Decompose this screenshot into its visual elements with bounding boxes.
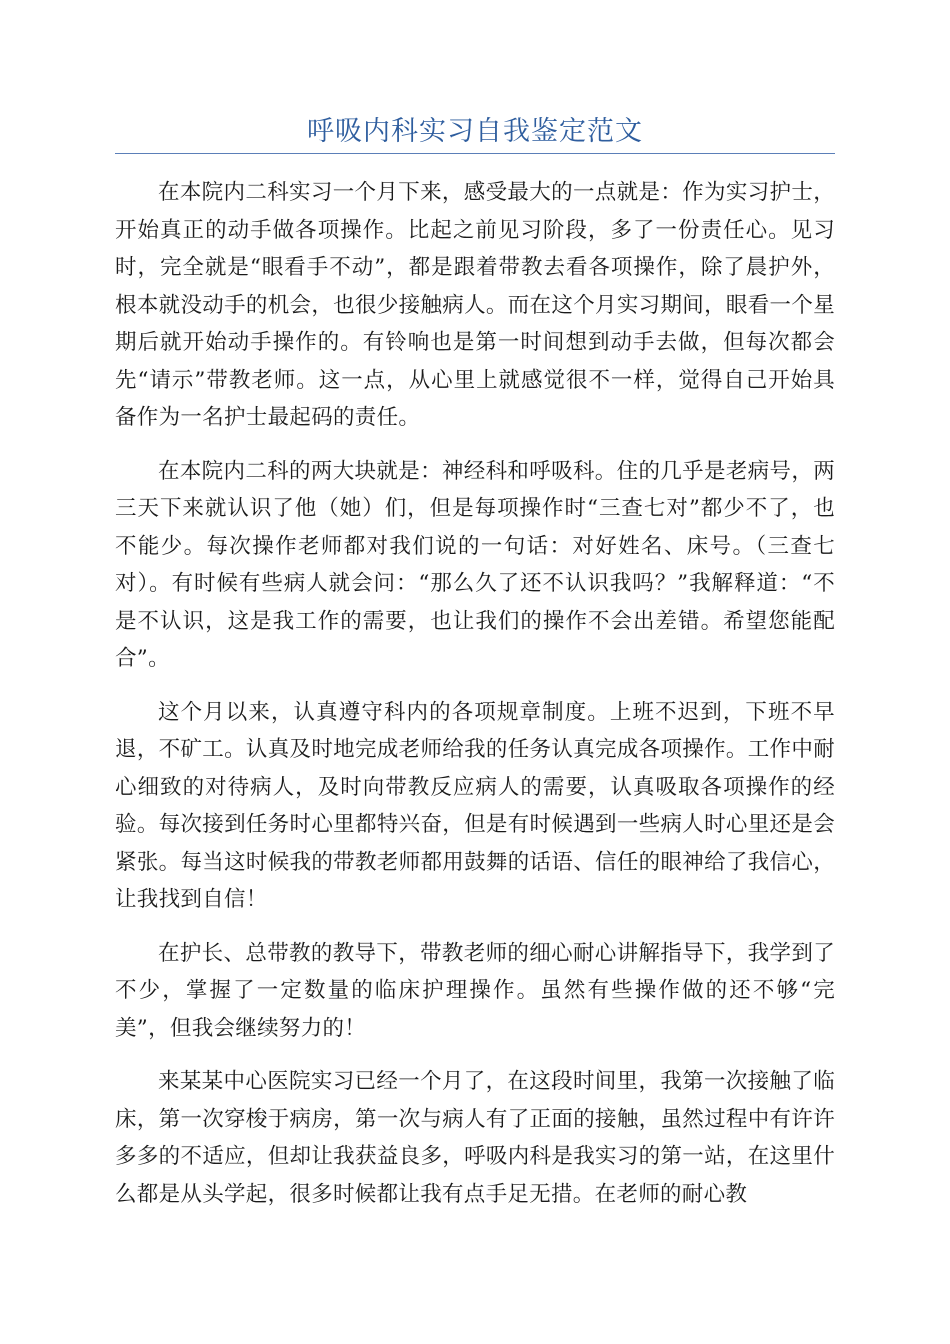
document-body [115, 174, 835, 1229]
paragraph-2: 在本院内二科的两大块就是：神经科和呼吸科。住的几乎是老病号，两三天下来就认识了他（她）们，但是每项操作时“三查七对”都少不了，也不能少。每次操作老师都对我们说的一句话：对好姓名、床号。（三查七对）。有时候有些病人就会问：“那么久了还不认识我吗？”我解释道：“不是不认识，这是我工作的需要，也让我们的操作不会出差错。希望您能配合”。 [115, 458, 835, 671]
paragraph-3: 这个月以来，认真遵守科内的各项规章制度。上班不迟到，下班不早退，不矿工。认真及时地完成老师给我的任务认真完成各项操作。工作中耐心细致的对待病人，及时向带教反应病人的需要，认真吸取各项操作的经验。每次接到任务时心里都特兴奋，但是有时候遇到一些病人时心里还是会紧张。每当这时候我的带教老师都用鼓舞的话语、信任的眼神给了我信心，让我找到自信！ [115, 699, 835, 912]
document-title: 呼吸内科实习自我鉴定范文 [307, 116, 643, 147]
title-underline [115, 153, 835, 154]
paragraph-1: 在本院内二科实习一个月下来，感受最大的一点就是：作为实习护士，开始真正的动手做各项操作。比起之前见习阶段，多了一份责任心。见习时，完全就是“眼看手不动”，都是跟着带教去看各项操作，除了晨护外，根本就没动手的机会，也很少接触病人。而在这个月实习期间，眼看一个星期后就开始动手操作的。有铃响也是第一时间想到动手去做，但每次都会先“请示”带教老师。这一点，从心里上就感觉很不一样，觉得自己开始具备作为一名护士最起码的责任。 [115, 180, 835, 430]
paragraph-4: 在护长、总带教的教导下，带教老师的细心耐心讲解指导下，我学到了不少，掌握了一定数量的临床护理操作。虽然有些操作做的还不够“完美”，但我会继续努力的！ [115, 940, 835, 1041]
paragraph-5: 来某某中心医院实习已经一个月了，在这段时间里，我第一次接触了临床，第一次穿梭于病房，第一次与病人有了正面的接触，虽然过程中有许许多多的不适应，但却让我获益良多，呼吸内科是我实习的第一站，在这里什么都是从头学起，很多时候都让我有点手足无措。在老师的耐心教 [115, 1069, 835, 1207]
